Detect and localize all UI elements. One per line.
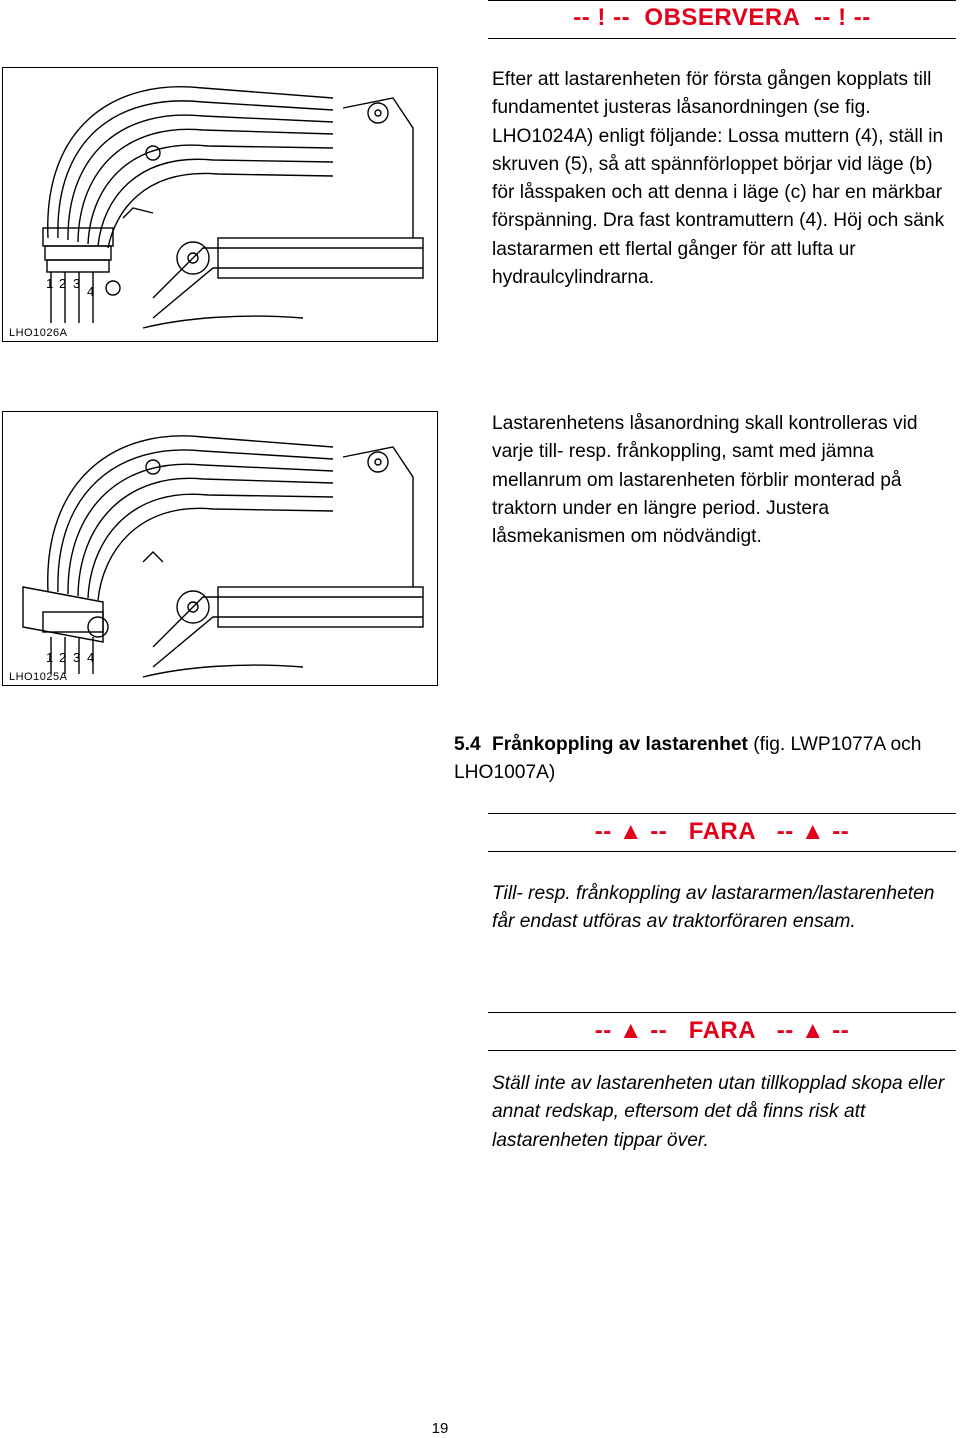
fara1-heading: -- ▲ -- FARA -- ▲ -- [594, 818, 850, 845]
figure-number-4: 4 [87, 284, 95, 299]
fara1-text: Till- resp. frånkoppling av lastararmen/lastarenheten får endast utföras av traktorföraren ensam. [492, 883, 935, 933]
fara1-top-rule [488, 813, 956, 814]
section-heading [454, 731, 958, 787]
fara1-bottom-rule [488, 851, 956, 852]
section-ref: (fig. LWP1077A och LHO1007A) [454, 734, 922, 783]
figure-number-4: 4 [87, 650, 95, 665]
section-number: 5.4 [454, 734, 481, 755]
figure-lho1025a [2, 411, 438, 686]
loader-hose-drawing [3, 412, 437, 685]
figure-label: LHO1025A [9, 671, 68, 683]
fara2-top-rule [488, 1012, 956, 1013]
page-number: 19 [431, 1420, 449, 1437]
fara2-heading: -- ▲ -- FARA -- ▲ -- [594, 1017, 850, 1044]
figure-number-2: 2 [59, 650, 67, 665]
section-title: Frånkoppling av lastarenhet [492, 734, 748, 755]
figure-number-3: 3 [73, 276, 81, 291]
figure-number-3: 3 [73, 650, 81, 665]
figure-number-1: 1 [46, 276, 54, 291]
loader-hose-drawing [3, 68, 437, 341]
figure-number-1: 1 [46, 650, 54, 665]
fara2-text: Ställ inte av lastarenheten utan tillkopplad skopa eller annat redskap, eftersom det då finns risk att lastarenheten tippar över. [492, 1073, 945, 1151]
observera-top-rule [488, 0, 956, 1]
observera-heading: -- ! -- OBSERVERA -- ! -- [573, 4, 871, 31]
observera-text: Efter att lastarenheten för första gången kopplats till fundamentet justeras låsanordningen (se fig. LHO1024A) enligt följande: Lossa muttern (4), ställ in skruven (5), så att spännförloppet börjar vid läge (b) för låsspaken och att denna i läge (c) har en märkbar förspänning. Dra fast kontramuttern (4). Höj och sänk lastararmen ett flertal gånger för att lufta ur hydraulcylindrarna. [492, 69, 945, 289]
inspection-text: Lastarenhetens låsanordning skall kontrolleras vid varje till- resp. frånkoppling, samt med jämna mellanrum om lastarenheten förblir monterad på traktorn under en längre period. Justera låsmekanismen om nödvändigt. [492, 413, 918, 548]
figure-number-2: 2 [59, 276, 67, 291]
figure-label: LHO1026A [9, 327, 68, 339]
fara2-bottom-rule [488, 1050, 956, 1051]
figure-lho1026a [2, 67, 438, 342]
observera-bottom-rule [488, 38, 956, 39]
